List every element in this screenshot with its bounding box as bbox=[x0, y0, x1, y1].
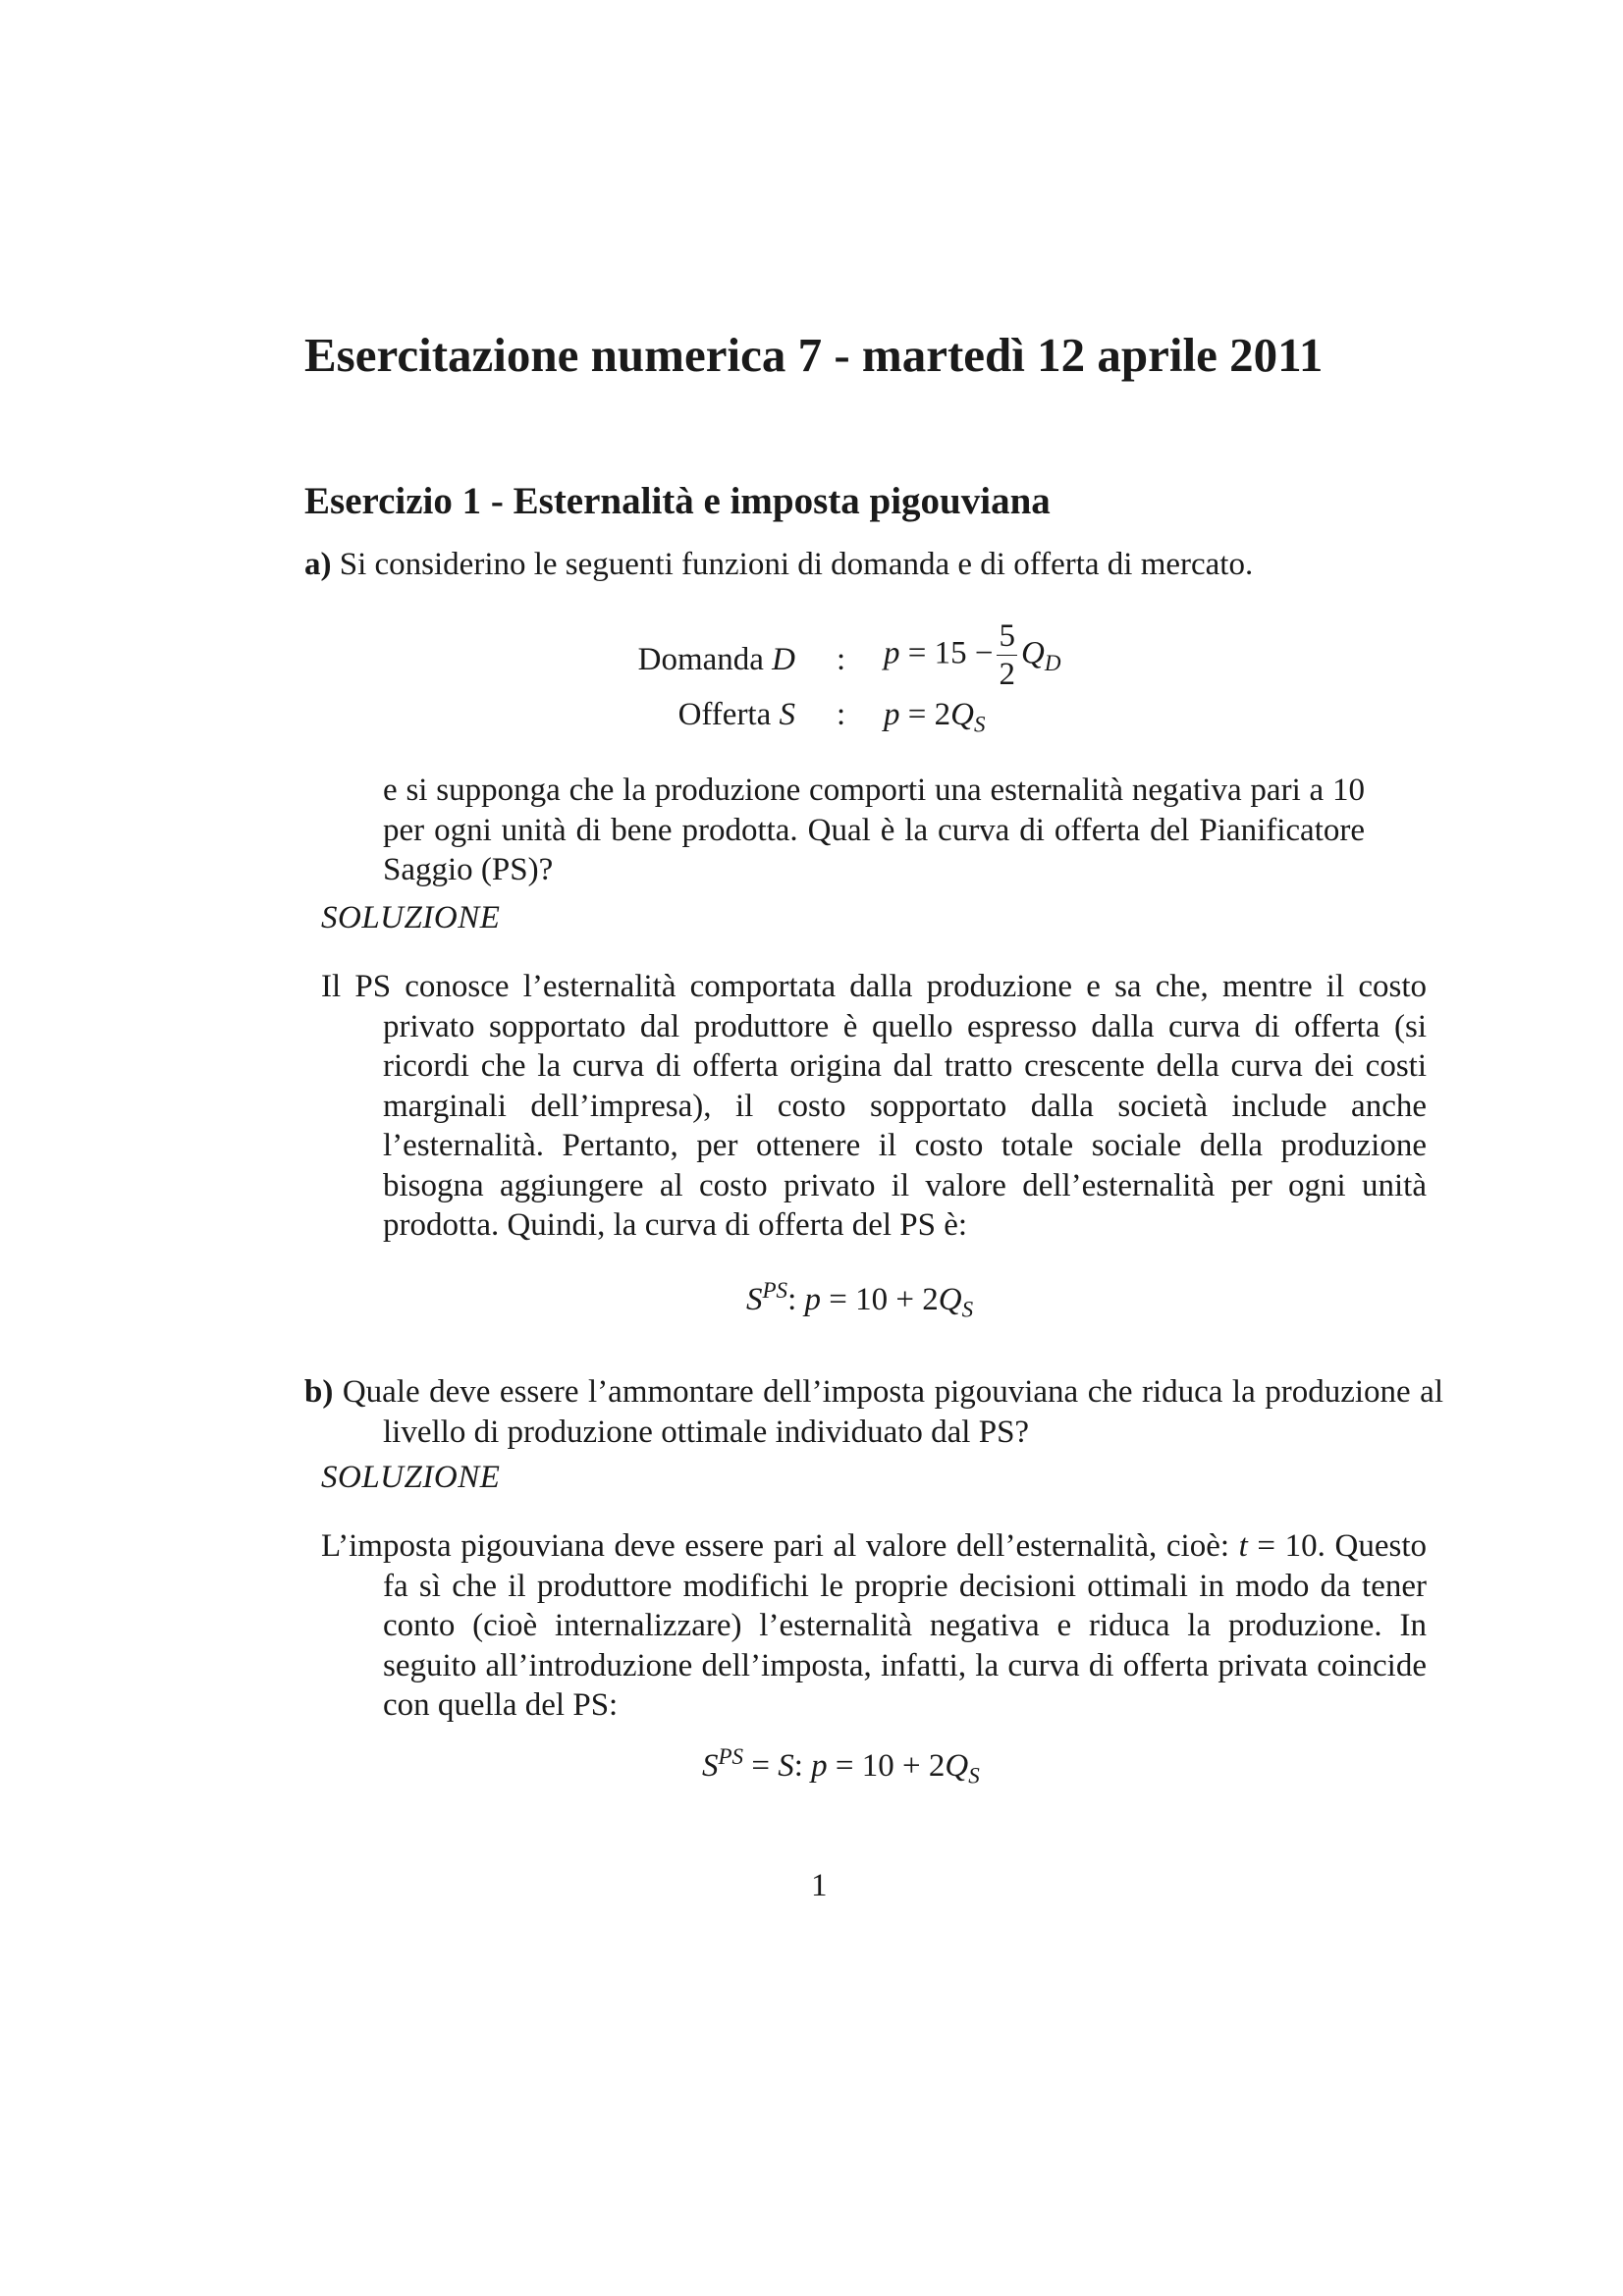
part-b-solution-label: SOLUZIONE bbox=[321, 1460, 501, 1495]
supply-label: Offerta bbox=[677, 697, 772, 732]
demand-Q: Q bbox=[1020, 635, 1045, 671]
demand-fraction bbox=[997, 620, 1017, 691]
ps-colon: : bbox=[787, 1282, 797, 1317]
page-title: Esercitazione numerica 7 - martedì 12 aprile 2011 bbox=[304, 328, 1324, 382]
ps-S-sup: PS bbox=[762, 1278, 788, 1303]
demand-frac-den: 2 bbox=[999, 657, 1015, 692]
demand-label: Domanda bbox=[637, 642, 764, 677]
demand-frac-num: 5 bbox=[999, 618, 1015, 654]
ps-p: p bbox=[804, 1282, 821, 1317]
supply-symbol: S bbox=[779, 697, 795, 732]
supply-rhs bbox=[884, 697, 985, 738]
demand-lhs bbox=[442, 642, 795, 678]
final-S: S bbox=[778, 1748, 794, 1784]
supply-p: p bbox=[884, 697, 900, 732]
final-supply-equation bbox=[702, 1744, 980, 1789]
part-a-solution-text: Il PS conosce l’esternalità comportata dalla produzione e sa che, mentre il costo privato sopportato dal produttore è quello espresso dalla curva di offerta (si ricordi che la curva di offerta origina dal tratto crescente della curva dei costi marginali dell’impresa), il costo sopportato dalla società include anche l’esternalità. Pertanto, per ottenere il costo totale sociale della produzione bisogna aggiungere al costo privato il valore dell’esternalità per ogni unità prodotta. Quindi, la curva di offerta del PS è: bbox=[321, 969, 1427, 1243]
ps-S: S bbox=[746, 1282, 763, 1317]
final-S-ps-sup: PS bbox=[718, 1744, 744, 1769]
demand-symbol: D bbox=[772, 642, 795, 677]
final-Q: Q bbox=[945, 1748, 969, 1784]
supply-lhs bbox=[442, 697, 795, 733]
final-p: p bbox=[811, 1748, 828, 1784]
demand-Q-sub: D bbox=[1044, 651, 1061, 676]
ps-Q-sub: S bbox=[961, 1297, 974, 1322]
part-b-solution-rest: Questo fa sì che il produttore modifichi le proprie decisioni ottimali in modo da tener conto (cioè internalizzare) l’esternalità negativa e riduca la produzione. In seguito all’introduzione dell’imposta, infatti, la curva di offerta privata coincide con quella del PS: bbox=[383, 1528, 1427, 1723]
final-Q-sub: S bbox=[968, 1763, 980, 1789]
part-b-solution-text bbox=[321, 1526, 1427, 1726]
exercise-heading: Esercizio 1 - Esternalità e imposta pigouviana bbox=[304, 480, 1051, 522]
demand-colon: : bbox=[837, 642, 846, 677]
final-colon: : bbox=[793, 1748, 803, 1784]
supply-Q: Q bbox=[950, 697, 974, 732]
part-b-label: b) bbox=[304, 1374, 334, 1410]
demand-rhs bbox=[884, 620, 1060, 691]
demand-p: p bbox=[884, 635, 900, 671]
tax-value: = 10. bbox=[1257, 1528, 1325, 1564]
demand-const: = 15 − bbox=[907, 635, 994, 671]
ps-supply-equation bbox=[746, 1278, 973, 1323]
final-rhs: = 10 + 2 bbox=[835, 1748, 946, 1784]
final-S-ps: S bbox=[702, 1748, 719, 1784]
part-b-question-text: Quale deve essere l’ammontare dell’imposta pigouviana che riduca la produzione al livello di produzione ottimale individuato dal PS? bbox=[342, 1374, 1443, 1450]
supply-Q-sub: S bbox=[973, 712, 986, 737]
part-a-question bbox=[304, 545, 1384, 585]
final-eq-mid: = bbox=[751, 1748, 770, 1784]
part-b-solution-lead: L’imposta pigouviana deve essere pari al valore dell’esternalità, cioè: bbox=[321, 1528, 1230, 1564]
part-a-label: a) bbox=[304, 547, 332, 582]
ps-Q: Q bbox=[938, 1282, 962, 1317]
supply-eq: = 2 bbox=[907, 697, 951, 732]
part-a-continuation: e si supponga che la produzione comporti una esternalità negativa pari a 10 per ogni unità di bene prodotta. Qual è la curva di offerta del Pianificatore Saggio (PS)? bbox=[383, 773, 1365, 887]
part-b-question bbox=[304, 1372, 1443, 1452]
ps-rhs: = 10 + 2 bbox=[829, 1282, 939, 1317]
tax-symbol: t bbox=[1238, 1528, 1248, 1564]
part-a-question-text: Si considerino le seguenti funzioni di domanda e di offerta di mercato. bbox=[339, 547, 1254, 582]
page-number: 1 bbox=[811, 1868, 828, 1903]
supply-colon: : bbox=[837, 697, 846, 732]
part-a-solution-label: SOLUZIONE bbox=[321, 900, 501, 935]
